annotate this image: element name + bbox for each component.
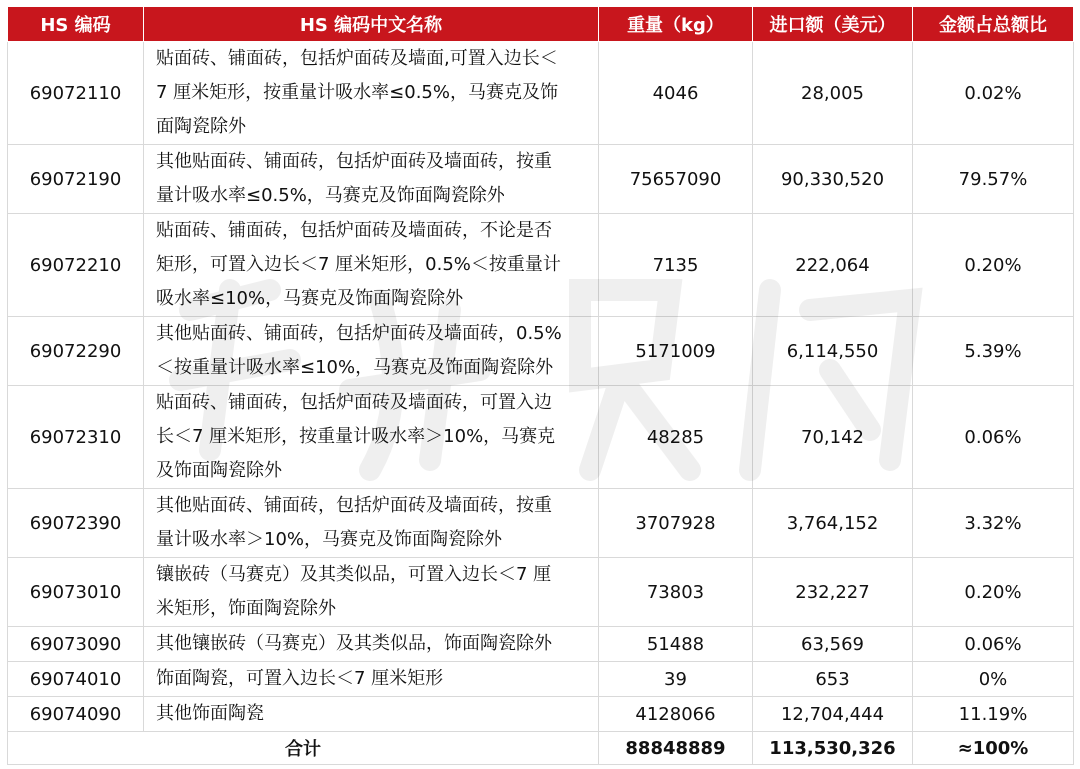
name-line: ＜按重量计吸水率≤10%，马赛克及饰面陶瓷除外 <box>156 357 554 378</box>
cell-amount-ratio: 3.32% <box>913 489 1074 558</box>
cell-hs-name <box>144 489 599 558</box>
cell-import-amount: 6,114,550 <box>753 317 913 386</box>
cell-amount-ratio: 11.19% <box>913 697 1074 732</box>
cell-amount-ratio: 0.06% <box>913 627 1074 662</box>
cell-weight: 51488 <box>599 627 753 662</box>
table-row <box>8 489 1074 558</box>
cell-hs-code: 69073010 <box>8 558 144 627</box>
cell-weight: 3707928 <box>599 489 753 558</box>
cell-amount-ratio: 79.57% <box>913 145 1074 214</box>
name-line: 及饰面陶瓷除外 <box>156 460 282 481</box>
header-import-amount: 进口额（美元） <box>753 7 913 42</box>
cell-amount-ratio: 0.20% <box>913 214 1074 317</box>
name-line: 量计吸水率≤0.5%，马赛克及饰面陶瓷除外 <box>156 185 505 206</box>
import-table <box>7 6 1074 765</box>
name-line: 矩形，可置入边长＜7 厘米矩形，0.5%＜按重量计 <box>156 254 561 275</box>
header-amount-ratio: 金额占总额比 <box>913 7 1074 42</box>
total-import-amount: 113,530,326 <box>753 732 913 765</box>
name-line: 贴面砖、铺面砖，包括炉面砖及墙面,可置入边长＜ <box>156 48 558 69</box>
table-header-row <box>8 7 1074 42</box>
cell-import-amount: 28,005 <box>753 42 913 145</box>
table-row <box>8 317 1074 386</box>
table-total-row <box>8 732 1074 765</box>
table-row <box>8 214 1074 317</box>
cell-weight: 48285 <box>599 386 753 489</box>
cell-import-amount: 222,064 <box>753 214 913 317</box>
cell-hs-code: 69072390 <box>8 489 144 558</box>
header-hs-name: HS 编码中文名称 <box>144 7 599 42</box>
name-line: 其他贴面砖、铺面砖，包括炉面砖及墙面砖，0.5% <box>156 323 562 344</box>
cell-hs-code: 69074010 <box>8 662 144 697</box>
cell-weight: 73803 <box>599 558 753 627</box>
cell-hs-name <box>144 317 599 386</box>
name-line: 其他贴面砖、铺面砖，包括炉面砖及墙面砖，按重 <box>156 151 552 172</box>
cell-import-amount: 3,764,152 <box>753 489 913 558</box>
header-weight: 重量（kg） <box>599 7 753 42</box>
cell-hs-name <box>144 42 599 145</box>
name-line: 镶嵌砖（马赛克）及其类似品，可置入边长＜7 厘 <box>156 564 552 585</box>
name-line: 吸水率≤10%，马赛克及饰面陶瓷除外 <box>156 288 464 309</box>
cell-import-amount: 90,330,520 <box>753 145 913 214</box>
table-row <box>8 145 1074 214</box>
name-line: 量计吸水率＞10%，马赛克及饰面陶瓷除外 <box>156 529 503 550</box>
cell-weight: 75657090 <box>599 145 753 214</box>
cell-weight: 5171009 <box>599 317 753 386</box>
cell-amount-ratio: 0% <box>913 662 1074 697</box>
total-amount-ratio: ≈100% <box>913 732 1074 765</box>
total-weight: 88848889 <box>599 732 753 765</box>
cell-hs-code: 69074090 <box>8 697 144 732</box>
name-line: 面陶瓷除外 <box>156 116 246 137</box>
cell-hs-code: 69072290 <box>8 317 144 386</box>
cell-weight: 4128066 <box>599 697 753 732</box>
cell-hs-name <box>144 214 599 317</box>
cell-hs-code: 69072210 <box>8 214 144 317</box>
table-row <box>8 386 1074 489</box>
cell-amount-ratio: 0.20% <box>913 558 1074 627</box>
cell-amount-ratio: 0.06% <box>913 386 1074 489</box>
cell-weight: 39 <box>599 662 753 697</box>
cell-import-amount: 12,704,444 <box>753 697 913 732</box>
cell-hs-name <box>144 697 599 732</box>
table-row <box>8 662 1074 697</box>
cell-hs-name <box>144 558 599 627</box>
cell-hs-code: 69072110 <box>8 42 144 145</box>
name-line: 贴面砖、铺面砖，包括炉面砖及墙面砖，不论是否 <box>156 220 552 241</box>
name-line: 其他贴面砖、铺面砖，包括炉面砖及墙面砖，按重 <box>156 495 552 516</box>
name-line: 贴面砖、铺面砖，包括炉面砖及墙面砖，可置入边 <box>156 392 552 413</box>
table-row <box>8 558 1074 627</box>
header-hs-code: HS 编码 <box>8 7 144 42</box>
name-line: 饰面陶瓷，可置入边长＜7 厘米矩形 <box>156 668 444 689</box>
name-line: 其他饰面陶瓷 <box>156 703 264 724</box>
cell-hs-name <box>144 145 599 214</box>
name-line: 7 厘米矩形，按重量计吸水率≤0.5%，马赛克及饰 <box>156 82 558 103</box>
total-label: 合计 <box>8 732 599 765</box>
cell-hs-name <box>144 627 599 662</box>
cell-weight: 7135 <box>599 214 753 317</box>
import-table-container <box>7 6 1073 765</box>
cell-hs-code: 69072190 <box>8 145 144 214</box>
table-row <box>8 42 1074 145</box>
cell-hs-code: 69072310 <box>8 386 144 489</box>
name-line: 米矩形，饰面陶瓷除外 <box>156 598 336 619</box>
cell-amount-ratio: 5.39% <box>913 317 1074 386</box>
cell-weight: 4046 <box>599 42 753 145</box>
name-line: 其他镶嵌砖（马赛克）及其类似品，饰面陶瓷除外 <box>156 633 552 654</box>
cell-hs-name <box>144 662 599 697</box>
table-row <box>8 697 1074 732</box>
name-line: 长＜7 厘米矩形，按重量计吸水率＞10%，马赛克 <box>156 426 556 447</box>
cell-import-amount: 63,569 <box>753 627 913 662</box>
cell-import-amount: 653 <box>753 662 913 697</box>
cell-amount-ratio: 0.02% <box>913 42 1074 145</box>
cell-hs-code: 69073090 <box>8 627 144 662</box>
table-row <box>8 627 1074 662</box>
cell-hs-name <box>144 386 599 489</box>
cell-import-amount: 70,142 <box>753 386 913 489</box>
cell-import-amount: 232,227 <box>753 558 913 627</box>
